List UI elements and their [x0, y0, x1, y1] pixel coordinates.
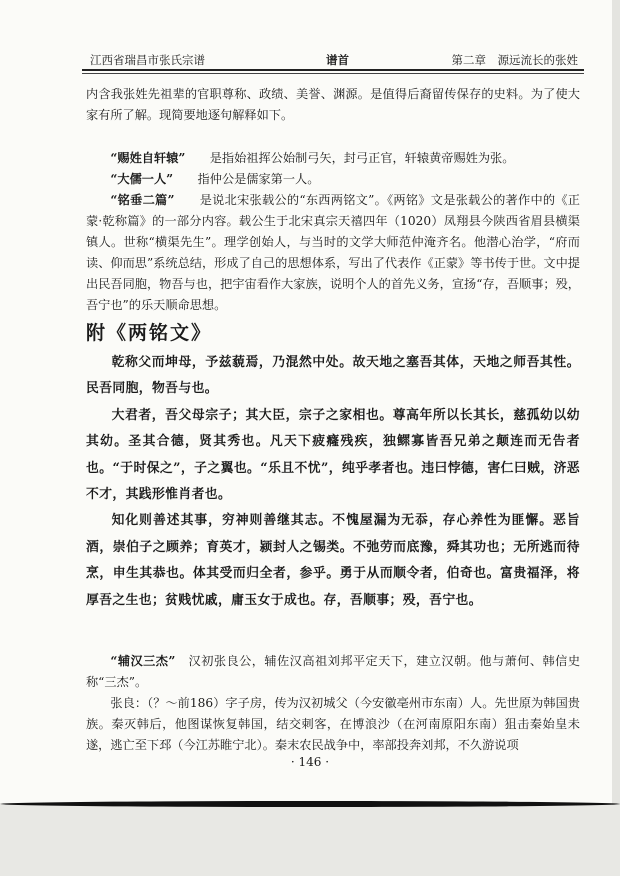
scan-edge — [612, 0, 620, 876]
intro-block — [86, 84, 580, 126]
running-header — [82, 52, 582, 68]
entry-text: 是说北宋张载公的“东西两铭文”。《两铭》文是张载公的著作中的《正蒙·乾称篇》的一部分内容。载公生于北宋真宗天禧四年（1020）凤翔县今陕西省眉县横渠镇人。世称“横渠先生”。理学创始人，与当时的文学大师范仲淹齐名。他潜心治学，“府而读、仰而思”系统总结，形成了自己的思想体系，写出了代表作《正蒙》等书传于世。文中提出民吾同胞，物吾与也，把宇宙看作大家族，说明个人的首先义务，宣扬“存，吾顺事；殁，吾宁也”的乐天顺命思想。 — [86, 193, 580, 312]
entry-term: “大儒一人” — [110, 172, 174, 186]
header-rule — [82, 69, 584, 71]
header-rule-thin — [82, 73, 584, 74]
poem-paragraph: 大君者，吾父母宗子；其大臣，宗子之家相也。尊高年所以长其长，慈孤幼以幼其幼。圣其合德，贤其秀也。凡天下疲癃残疾，独鳏寡皆吾兄弟之颠连而无告者也。“于时保之”，子之翼也。“乐且不忧”，纯乎孝者也。违曰悖德，害仁曰贼，济恶不才，其践形惟肖者也。 — [86, 407, 580, 503]
header-chapter: 第二章 源远流长的张姓 — [451, 53, 578, 67]
entry-text: 指仲公是儒家第一人。 — [197, 172, 320, 186]
header-book-title: 江西省瑞昌市张氏宗谱 — [90, 53, 205, 67]
section-title: 附《两铭文》 — [86, 322, 213, 344]
entry-term: “铭垂二篇” — [110, 193, 175, 207]
entry-text: 是指始祖挥公始制弓矢，封弓正官，轩辕黄帝赐姓为张。 — [209, 151, 515, 165]
liangming-text — [86, 350, 580, 614]
entry-text: 汉初张良公，辅佐汉高祖刘邦平定天下，建立汉朝。他与萧何、韩信史称“三杰”。 — [86, 654, 581, 689]
scan-bottom-edge — [0, 805, 620, 876]
entry-paragraph — [86, 148, 580, 169]
page-number: · 146 · — [290, 755, 330, 769]
entry-term: “辅汉三杰” — [110, 654, 176, 668]
entry-paragraph — [86, 190, 580, 316]
intro-paragraph: 内含我张姓先祖辈的官职尊称、政绩、美誉、渊源。是值得后裔留传保存的史料。为了使大家有所了解。现简要地逐句解释如下。 — [86, 87, 580, 122]
entry-term: “赐姓自轩辕” — [110, 151, 186, 165]
explanations-block — [86, 148, 580, 316]
sanjie-block — [86, 651, 580, 756]
poem-paragraph: 知化则善述其事，穷神则善继其志。不愧屋漏为无忝，存心养性为匪懈。恶旨酒，崇伯子之顾养；育英才，颍封人之锡类。不弛劳而底豫，舜其功也；无所逃而待烹，申生其恭也。体其受而归全者，参乎。勇于从而顺令者，伯奇也。富贵福泽，将厚吾之生也；贫贱忧戚，庸玉女于成也。存，吾顺事；殁，吾宁也。 — [86, 513, 580, 608]
page-curl-shadow — [0, 801, 620, 807]
header-section: 谱首 — [326, 53, 349, 67]
entry-paragraph — [86, 169, 580, 190]
zhangliang-paragraph: 张良：（？～前186）字子房，传为汉初城父（今安徽亳州市东南）人。先世原为韩国贵族。秦灭韩后，他图谋恢复韩国，结交刺客，在博浪沙（在河南原阳东南）狙击秦始皇未遂，逃亡至下邳（今江苏睢宁北）。秦末农民战争中，率部投奔刘邦，不久游说项 — [86, 696, 580, 752]
entry-paragraph — [86, 651, 580, 693]
poem-paragraph: 乾称父而坤母，予兹藐焉，乃混然中处。故天地之塞吾其体，天地之师吾其性。民吾同胞，物吾与也。 — [86, 355, 580, 397]
